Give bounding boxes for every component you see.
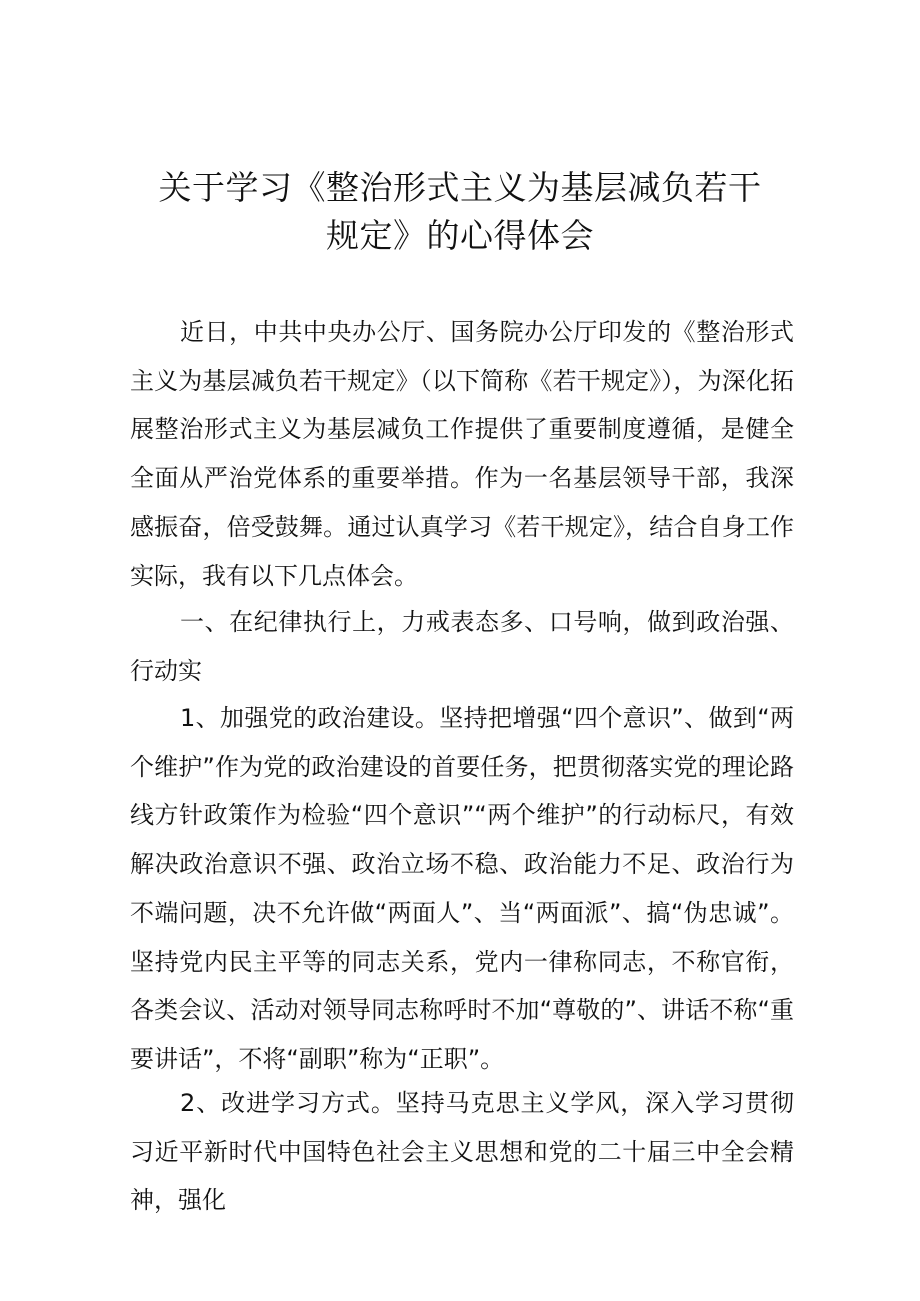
document-title-line-1: 关于学习《整治形式主义为基层减负若干 bbox=[158, 168, 762, 207]
section-heading-paragraph bbox=[130, 598, 794, 695]
paragraph-text: 近日，中共中央办公厅、国务院办公厅印发的《整治形式主义为基层减负若干规定》（以下简称《若干规定》），为深化拓展整治形式主义为基层减负工作提供了重要制度遵循，是健全全面从严治党体系的重要举措。作为一名基层领导干部，我深感振奋，倍受鼓舞。通过认真学习《若干规定》，结合自身工作实际，我有以下几点体会。 bbox=[130, 318, 794, 590]
section-heading-text: 一、在纪律执行上，力戒表态多、口号响，做到政治强、行动实 bbox=[130, 608, 794, 685]
intro-paragraph bbox=[130, 308, 794, 600]
paragraph-text: 1、加强党的政治建设。坚持把增强“四个意识”、做到“两个维护”作为党的政治建设的首要任务，把贯彻落实党的理论路线方针政策作为检验“四个意识”“两个维护”的行动标尺，有效解决政治意识不强、政治立场不稳、政治能力不足、政治行为不端问题，决不允许做“两面人”、当“两面派”、搞“伪忠诚”。坚持党内民主平等的同志关系，党内一律称同志，不称官衔，各类会议、活动对领导同志称呼时不加“尊敬的”、讲话不称“重要讲话”，不将“副职”称为“正职”。 bbox=[130, 704, 794, 1073]
document-title-line-2: 规定》的心得体会 bbox=[326, 216, 594, 255]
paragraph-text: 2、改进学习方式。坚持马克思主义学风，深入学习贯彻习近平新时代中国特色社会主义思想和党的二十届三中全会精神，强化 bbox=[130, 1089, 794, 1215]
point-2-paragraph bbox=[130, 1079, 794, 1225]
point-1-paragraph bbox=[130, 694, 794, 1084]
